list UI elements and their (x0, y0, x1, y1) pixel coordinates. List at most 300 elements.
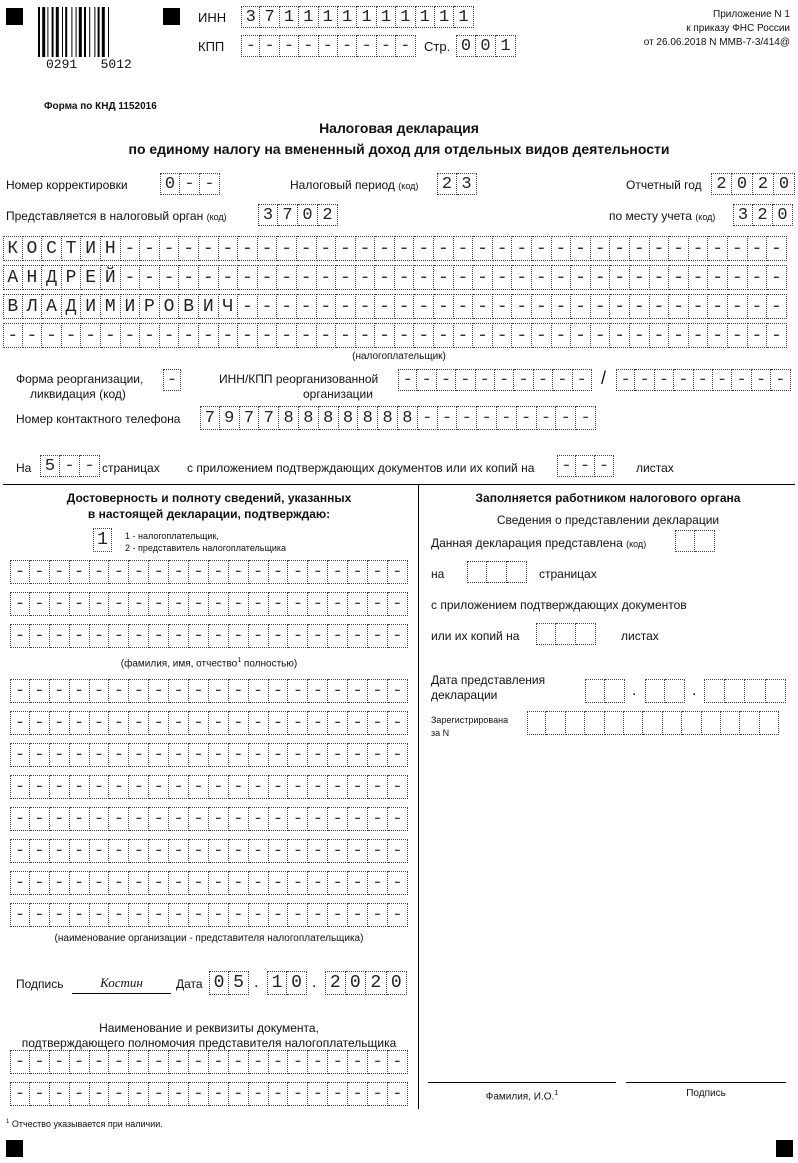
cell: - (477, 406, 497, 430)
cell: 5 (40, 455, 60, 477)
cell: - (129, 560, 149, 584)
cell: 3 (733, 204, 753, 226)
cell: - (260, 35, 279, 57)
cell (605, 711, 624, 735)
cell: - (288, 679, 308, 703)
cell: - (571, 323, 591, 348)
cell: - (30, 679, 50, 703)
cell: 2 (437, 173, 457, 195)
cell: - (573, 369, 592, 391)
org-name-row1[interactable] (10, 679, 408, 703)
taxpayer-line2-cells[interactable] (3, 265, 787, 290)
cell: - (395, 265, 415, 290)
cell: - (434, 265, 454, 290)
cell: - (209, 624, 229, 648)
cell: - (179, 236, 199, 261)
cell (643, 711, 662, 735)
right-sheets-cells[interactable] (536, 623, 596, 645)
cell: - (229, 871, 249, 895)
cell: Р (62, 265, 82, 290)
cell: - (317, 294, 337, 319)
cell: - (288, 743, 308, 767)
cell: - (129, 903, 149, 927)
cell: - (109, 743, 129, 767)
date-dot1: . (254, 974, 259, 991)
place-cells[interactable] (733, 204, 793, 226)
cell: Н (101, 236, 121, 261)
cell: - (189, 592, 209, 616)
registered-cells[interactable] (527, 711, 779, 735)
cell: - (571, 236, 591, 261)
cell: - (249, 624, 269, 648)
phone-cells[interactable] (200, 406, 596, 430)
cell: - (348, 743, 368, 767)
cell: - (650, 323, 670, 348)
cell: 0 (774, 173, 795, 195)
cell: - (23, 323, 43, 348)
cell: - (437, 369, 456, 391)
cell: - (610, 265, 630, 290)
cell: С (42, 236, 62, 261)
cell: - (308, 743, 328, 767)
cell: 1 (454, 6, 473, 28)
cell: - (70, 1050, 90, 1074)
cell: Й (101, 265, 121, 290)
sheets-cells[interactable] (557, 455, 614, 477)
org-name-row6[interactable] (10, 839, 408, 863)
cell: - (388, 1050, 408, 1074)
cell: - (512, 265, 532, 290)
section-divider-vertical (418, 484, 419, 1109)
page-number-cells[interactable] (456, 35, 516, 57)
date-dot2: . (312, 974, 317, 991)
cell (527, 711, 546, 735)
signature-line[interactable] (72, 993, 171, 994)
cell (665, 679, 685, 703)
cell: - (238, 265, 258, 290)
cell: - (129, 624, 149, 648)
cell (546, 711, 565, 735)
pages-cells[interactable] (40, 455, 100, 477)
cell: - (163, 369, 181, 391)
cell: - (10, 903, 30, 927)
cell: - (169, 624, 189, 648)
right-pages-cells[interactable] (467, 561, 527, 583)
org-name-row2[interactable] (10, 711, 408, 735)
cell: - (317, 265, 337, 290)
cell: - (434, 323, 454, 348)
cell: - (288, 871, 308, 895)
cell: - (160, 265, 180, 290)
cell: - (70, 679, 90, 703)
appendix-line1: Приложение N 1 (713, 9, 790, 20)
cell: - (209, 775, 229, 799)
cell: - (728, 294, 748, 319)
cell: - (70, 743, 90, 767)
submission-day-cells[interactable] (585, 679, 625, 703)
cell: 8 (398, 406, 418, 430)
submission-month-cells[interactable] (645, 679, 685, 703)
representative-fio-row3[interactable] (10, 624, 408, 648)
inn-label: ИНН (198, 10, 227, 25)
reorg-slash: / (601, 368, 607, 388)
cell: - (169, 775, 189, 799)
cell: - (473, 236, 493, 261)
cell (745, 679, 766, 703)
cell: - (189, 839, 209, 863)
reorg-inn-kpp-label2: организации (303, 387, 373, 401)
cell: - (60, 455, 80, 477)
doc-row1[interactable] (10, 1050, 408, 1074)
cell: - (395, 236, 415, 261)
cell (695, 530, 715, 552)
cell: - (288, 807, 308, 831)
representative-fio-row1[interactable] (10, 560, 408, 584)
cell: - (767, 236, 787, 261)
cell: - (169, 711, 189, 735)
cell: - (328, 839, 348, 863)
cell: - (30, 903, 50, 927)
right-subtitle: Сведения о представлении декларации (496, 513, 720, 527)
org-name-row3[interactable] (10, 743, 408, 767)
official-fio-caption: Фамилия, И.О.$^1$ (485, 1090, 559, 1103)
cell: - (50, 1082, 70, 1106)
org-name-row5[interactable] (10, 807, 408, 831)
pages-on-label: На (16, 461, 32, 475)
cell: 7 (278, 204, 298, 226)
cell: - (90, 839, 110, 863)
cell: - (610, 236, 630, 261)
cell: - (30, 775, 50, 799)
cell: - (689, 294, 709, 319)
cell: - (219, 323, 239, 348)
cell: - (189, 743, 209, 767)
cell: - (129, 839, 149, 863)
cell: - (308, 624, 328, 648)
cell: - (269, 775, 289, 799)
cell: 7 (260, 6, 279, 28)
cell: 1 (280, 6, 299, 28)
cell: - (454, 236, 474, 261)
org-caption: (наименование организации - представителя налогоплательщика) (54, 933, 364, 944)
cell: - (591, 236, 611, 261)
cell: - (129, 743, 149, 767)
period-cells[interactable] (437, 173, 477, 195)
cell: - (109, 679, 129, 703)
right-pages-word: страницах (539, 567, 597, 581)
cell: - (209, 560, 229, 584)
cell: - (348, 903, 368, 927)
cell: - (30, 624, 50, 648)
place-label: по месту учета (код) (609, 209, 716, 223)
cell: - (669, 294, 689, 319)
doc-line1: Наименование и реквизиты документа, (99, 1021, 319, 1035)
cell: 0 (287, 971, 307, 995)
cell: - (669, 236, 689, 261)
submitted-cells[interactable] (675, 530, 715, 552)
right-title: Заполняется работником налогового органа (475, 491, 741, 505)
cell: - (70, 1082, 90, 1106)
cell: - (169, 903, 189, 927)
form-knd: Форма по КНД 1152016 (44, 101, 157, 112)
cell: - (80, 455, 100, 477)
cell: - (229, 743, 249, 767)
date-month-cells[interactable] (267, 971, 307, 995)
cell: - (169, 560, 189, 584)
cell: - (328, 624, 348, 648)
representative-fio-row2[interactable] (10, 592, 408, 616)
submission-dot1: . (632, 682, 637, 699)
cell: - (189, 711, 209, 735)
cell: - (280, 35, 299, 57)
cell: - (473, 294, 493, 319)
cell: - (180, 173, 200, 195)
cell: - (456, 369, 475, 391)
cell: - (748, 236, 768, 261)
cell: - (149, 775, 169, 799)
cell: - (189, 679, 209, 703)
cell: - (50, 624, 70, 648)
cell: - (317, 236, 337, 261)
cell: - (169, 1082, 189, 1106)
cell: - (308, 711, 328, 735)
cell: - (50, 679, 70, 703)
cell (725, 679, 746, 703)
cell: - (109, 775, 129, 799)
cell: - (30, 839, 50, 863)
confirm-line1: Достоверность и полноту сведений, указанных (66, 491, 352, 505)
cell: - (493, 265, 513, 290)
cell: - (771, 369, 790, 391)
tax-authority-cells[interactable] (258, 204, 338, 226)
cell: - (269, 711, 289, 735)
cell: О (23, 236, 43, 261)
reorg-inn-cells[interactable] (398, 369, 592, 391)
cell: - (517, 406, 537, 430)
corner-marker-bottom-left (6, 1140, 23, 1157)
cell: - (767, 294, 787, 319)
cell: - (308, 871, 328, 895)
cell: - (514, 369, 533, 391)
cell: - (328, 903, 348, 927)
cell: - (388, 624, 408, 648)
cell: - (10, 1082, 30, 1106)
cell: - (90, 592, 110, 616)
cell: В (3, 294, 23, 319)
cell (585, 711, 604, 735)
cell: - (209, 807, 229, 831)
signer-cells[interactable] (93, 528, 112, 552)
org-name-row4[interactable] (10, 775, 408, 799)
cell: - (368, 871, 388, 895)
org-name-row7[interactable] (10, 871, 408, 895)
right-copies-label: или их копий на (431, 629, 520, 643)
corner-marker-top-right (163, 8, 180, 25)
cell: - (571, 265, 591, 290)
cell: - (534, 369, 553, 391)
submitted-label: Данная декларация представлена (код) (431, 536, 647, 550)
right-on-label: на (431, 567, 445, 581)
cell: И (81, 294, 101, 319)
cell: - (209, 679, 229, 703)
cell: - (532, 236, 552, 261)
cell: - (537, 406, 557, 430)
cell: - (368, 807, 388, 831)
cell: - (50, 871, 70, 895)
cell: - (229, 775, 249, 799)
cell: О (160, 294, 180, 319)
taxpayer-line3-cells[interactable] (3, 294, 787, 319)
cell: - (767, 323, 787, 348)
cell: - (414, 323, 434, 348)
cell: 8 (299, 406, 319, 430)
cell: 0 (387, 971, 408, 995)
cell: - (388, 807, 408, 831)
correction-cells[interactable] (160, 173, 220, 195)
org-name-row8[interactable] (10, 903, 408, 927)
cell: - (557, 455, 576, 477)
cell: - (140, 265, 160, 290)
cell: - (357, 35, 376, 57)
cell: 1 (435, 6, 454, 28)
cell (536, 623, 556, 645)
cell: - (708, 265, 728, 290)
date-day-cells[interactable] (209, 971, 249, 995)
cell: - (189, 624, 209, 648)
cell: - (149, 871, 169, 895)
cell: - (308, 839, 328, 863)
reorg-form-cells[interactable] (163, 369, 181, 391)
cell: - (269, 624, 289, 648)
cell: - (149, 839, 169, 863)
cell: - (348, 560, 368, 584)
cell: - (109, 1082, 129, 1106)
cell: - (70, 839, 90, 863)
cell: - (277, 294, 297, 319)
date-year-cells[interactable] (325, 971, 407, 995)
doc-row2[interactable] (10, 1082, 408, 1106)
cell: - (493, 294, 513, 319)
cell (605, 679, 625, 703)
cell: - (129, 775, 149, 799)
cell: - (10, 871, 30, 895)
cell: - (328, 743, 348, 767)
cell: - (249, 839, 269, 863)
cell: - (90, 775, 110, 799)
cell (663, 711, 682, 735)
attachment-label: с приложением подтверждающих документов или их копий на (187, 461, 535, 475)
cell: - (368, 743, 388, 767)
cell: 7 (200, 406, 220, 430)
cell: - (249, 679, 269, 703)
cell: - (328, 711, 348, 735)
cell: - (308, 1082, 328, 1106)
cell: 1 (416, 6, 435, 28)
cell: - (299, 35, 318, 57)
cell: - (375, 265, 395, 290)
cell: 0 (732, 173, 753, 195)
cell: - (90, 560, 110, 584)
taxpayer-line4-cells[interactable] (3, 323, 787, 348)
cell: - (650, 265, 670, 290)
cell: - (434, 294, 454, 319)
cell: - (50, 743, 70, 767)
cell: - (169, 807, 189, 831)
cell (702, 711, 721, 735)
cell: 1 (338, 6, 357, 28)
cell: - (269, 839, 289, 863)
cell: - (169, 1050, 189, 1074)
cell: - (249, 592, 269, 616)
reorg-inn-kpp-label1: ИНН/КПП реорганизованной (219, 372, 379, 386)
cell: - (160, 236, 180, 261)
cell: - (101, 323, 121, 348)
cell: - (308, 560, 328, 584)
cell: - (708, 236, 728, 261)
cell: - (229, 903, 249, 927)
cell: - (70, 592, 90, 616)
cell: 2 (711, 173, 732, 195)
cell: - (149, 560, 169, 584)
cell: - (149, 903, 169, 927)
cell: - (258, 265, 278, 290)
cell: - (368, 1050, 388, 1074)
cell: - (209, 711, 229, 735)
cell: - (70, 560, 90, 584)
cell: - (297, 236, 317, 261)
cell (507, 561, 527, 583)
cell: - (348, 775, 368, 799)
cell: - (552, 265, 572, 290)
section-divider-horizontal (3, 484, 795, 485)
cell: - (90, 711, 110, 735)
cell: - (209, 871, 229, 895)
cell: - (62, 323, 82, 348)
cell (566, 711, 585, 735)
cell: - (356, 323, 376, 348)
cell: - (591, 265, 611, 290)
cell: - (249, 1050, 269, 1074)
reorg-kpp-cells[interactable] (616, 369, 791, 391)
cell: - (258, 323, 278, 348)
submission-year-cells[interactable] (704, 679, 786, 703)
year-cells[interactable] (711, 173, 795, 195)
cell: - (288, 839, 308, 863)
cell: - (454, 294, 474, 319)
cell: 0 (456, 35, 476, 57)
cell: - (229, 592, 249, 616)
taxpayer-line1-cells[interactable] (3, 236, 787, 261)
cell (760, 711, 779, 735)
cell: - (457, 406, 477, 430)
cell: И (121, 294, 141, 319)
phone-label: Номер контактного телефона (16, 412, 181, 426)
signature-label: Подпись (16, 977, 64, 991)
cell: - (368, 560, 388, 584)
cell: - (552, 323, 572, 348)
inn-cells[interactable] (241, 6, 474, 28)
cell: - (368, 903, 388, 927)
cell: - (493, 236, 513, 261)
kpp-cells[interactable] (241, 35, 416, 57)
official-signature-line (626, 1082, 786, 1083)
cell: 1 (299, 6, 318, 28)
cell: 8 (319, 406, 339, 430)
cell: - (50, 560, 70, 584)
cell: 1 (396, 6, 415, 28)
cell: - (129, 871, 149, 895)
cell: - (149, 711, 169, 735)
